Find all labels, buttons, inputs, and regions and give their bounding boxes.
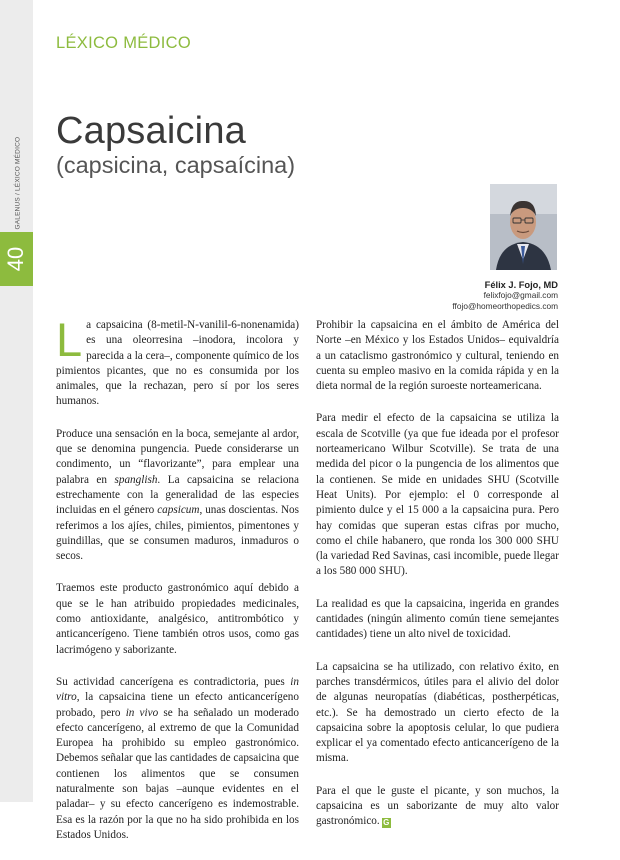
author-email-1: felixfojo@gmail.com — [483, 290, 558, 300]
paragraph-8: La capsaicina se ha utilizado, con relativo éxito, en parches transdérmicos, útiles para el alivio del dolor de algunas neuropatías (diabéticas, postherpéticas, etc.). Se ha demostrado un cierto efecto de la capsaicina sobre la apoptosis celular, lo que pudiera explicar el ya comentado efecto anticancerígeno de la misma. — [316, 660, 559, 765]
paragraph-1: La capsaicina (8-metil-N-vanilil-6-nonenamida) es una oleorresina –inodora, incolora y parecida a la cera–, componente químico de los pimientos picantes, que no es consumida por los animales, que la rechazan, pero sí por los seres humanos. — [56, 313, 299, 408]
paragraph-4: Su actividad cancerígena es contradictoria, pues in vitro, la capsaicina tiene un efecto anticancerígeno probado, pero in vivo se ha señalado un moderado efecto cancerígeno, al extremo de que la Comunidad Europea ha prohibido su empleo gastronómico. Debemos señalar que las cantidades de capsaicina que contienen los alimentos que se consumen naturalmente son bajas –aunque evidentes en el paladar– y su efecto cancerígeno es indemostrable. Esa es la razón por la que no ha sido prohibida en los Estados Unidos. — [56, 675, 299, 841]
page-number: 40 — [3, 246, 29, 272]
paragraph-9: Para el que le guste el picante, y son muchos, la capsaicina es un saborizante de muy alto valor gastronómico. G — [316, 784, 559, 828]
section-label: LÉXICO MÉDICO — [56, 34, 192, 52]
paragraph-2: Produce una sensación en la boca, semejante al ardor, que se denomina pungencia. Puede considerarse un condimento, un “flavorizante”, para emplear una palabra en spanglish. La capsaicina se relaciona estrechamente con la generalidad de las especies incluidas en el género capsicum, unas doscientas. Nos referimos a los ajíes, chiles, pimientos, pimentones y guindillas, que se consumen maduros, inmaduros o secos. — [56, 427, 299, 563]
article-column-right — [316, 318, 559, 847]
author-block — [452, 280, 558, 311]
author-photo — [490, 184, 557, 270]
page-title: Capsaicina — [56, 110, 246, 152]
paragraph-6: Para medir el efecto de la capsaicina se utiliza la escala de Scotville (ya que fue ideada por el profesor norteamericano Wilbur Scotville). Se trata de una medida del picor o la pungencia de los alimentos que la contienen. Se mide en unidades SHU (Scotville Heat Units). Por ejemplo: el 0 corresponde al pimiento dulce y el 15 000 a la capsaicina pura. Pero hay comidas que superan estas cifras por mucho, como el chile habanero, que ronda los 300 000 SHU (la variedad Red Savinas, casi incomible, puede llegar a los 580 000 SHU). — [316, 412, 559, 578]
end-mark-icon: G — [383, 818, 390, 828]
article-column-left — [56, 313, 299, 860]
page-subtitle: (capsicina, capsaícina) — [56, 152, 296, 178]
drop-cap: L — [56, 313, 83, 366]
paragraph-5: Prohibir la capsaicina en el ámbito de América del Norte –en México y los Estados Unidos– equivaldría a un cataclismo gastronómico y cultural, teniendo en cuenta su empleo masivo en la comida rápida y en la dieta normal de la región suroeste norteamericana. — [316, 319, 559, 393]
sidebar-strip — [0, 0, 33, 802]
author-name: Félix J. Fojo, MD — [484, 280, 558, 290]
author-email-2: ffojo@homeorthopedics.com — [452, 300, 558, 311]
paragraph-7: La realidad es que la capsaicina, ingerida en grandes cantidades (ningún alimento común tiene semejantes cantidades) tiene un alto nivel de toxicidad. — [316, 597, 559, 641]
paragraph-3: Traemos este producto gastronómico aquí debido a que se le han atribuido propiedades medicinales, como antioxidante, analgésico, antitrombótico y anticancerígeno. Tiene también otros usos, como gas lacrimógeno y saborizante. — [56, 582, 299, 656]
sidebar-label: GALENUS / LÉXICO MÉDICO — [14, 136, 22, 230]
